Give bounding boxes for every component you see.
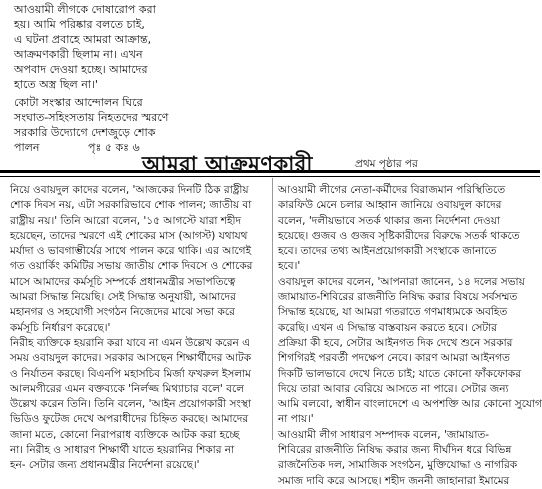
- body-line: সময় ওবায়দুল কাদের। সরকার আসছেন শিক্ষার্থীদের আটক: [10, 352, 252, 365]
- body-line: ও নির্যাতন করছে। বিএনপি মহাসচিব মির্জা ফখরুল ইসলাম: [10, 367, 251, 380]
- body-line: হন- সেটার জন্য প্রধানমন্ত্রীর নির্দেশনা রয়েছে।': [10, 459, 200, 472]
- body-line: নিরীহ ব্যক্তিকে হয়রানি করা যাবে না এমন উল্লেখ করেন এ: [10, 336, 251, 349]
- body-line: না। নিরীহ ও সাধারণ শিক্ষার্থী যাতে হয়রানির শিকার না: [10, 444, 235, 457]
- body-line: জানা মতে, কোনো নিরাপরাধ ব্যক্তিকে আটক করা হচ্ছে: [10, 428, 240, 441]
- body-line: আলমগীরের এমন বক্তব্যকে 'নির্লজ্জ মিথ্যাচার বলে' বলে: [10, 382, 245, 395]
- body-line: দিয়ে তারা আবার বেরিয়ে আসতে না পারে। সেটার জন্য: [278, 382, 509, 395]
- body-line: রাজনৈতিক দল, সামাজিক সংগঠন, মুক্তিযোদ্ধা ও নাগরিক: [278, 459, 518, 472]
- body-line: আওয়ামী লীগ সাধারণ সম্পাদক বলেন, 'জামায়াত-: [278, 428, 490, 441]
- body-line: হবে। তাদের তথ্য আইনপ্রয়োগকারী সংস্থাকে জানাতে: [278, 245, 497, 258]
- body-line: হয়েছেন, তাদের স্মরণে এই শোকের মাস (আগস্ট) যথাযথ: [10, 229, 248, 242]
- body-line: হয়েছে। গুজব ও গুজব সৃষ্টিকারীদের বিরুদ্ধে সতর্ক থাকতে: [278, 229, 520, 242]
- top-line: হাতে অস্ত্র ছিল না।': [14, 78, 98, 91]
- body-line: নিয়ে ওবায়দুল কাদের বলেন, 'আজকের দিনটি ঠিক রাষ্ট্রীয়: [10, 184, 249, 196]
- body-line: শোক দিবস নয়, এটা সরকারিভাবে শোক পালন; জাতীয় বা: [10, 199, 252, 212]
- continued-from-label: প্রথম পৃষ্ঠার পর: [355, 158, 418, 170]
- top-line: হয়। আমি পরিষ্কার বলতে চাই,: [14, 18, 145, 31]
- body-line: শিবিরের রাজনীতি নিষিদ্ধ করার জন্য দীর্ঘদিন ধরে বিভিন্ন: [278, 444, 512, 457]
- top-line: এ ঘটনা প্রবাহে আমরা আক্রান্ত,: [14, 33, 152, 46]
- top-line: পালন: [14, 141, 40, 154]
- headline: আমরা আক্রমণকারী: [142, 152, 313, 176]
- body-line: কারফিউ মেনে চলার আহ্বান জানিয়ে ওবায়দুল কাদের: [278, 199, 502, 212]
- body-line: কর্মসূচি নির্ধারণ করেছে।': [10, 321, 111, 334]
- body-line: শিগগিরই পরবর্তী পদক্ষেপ নেবে। কারণ আমরা আইনগত: [278, 352, 510, 365]
- body-line: প্রক্রিয়া কী হবে, সেটার আইনগত দিক দেখে শুনে সরকার: [278, 336, 513, 349]
- body-line: করেছি। এখন এ সিদ্ধান্ত বাস্তবায়ন করতে হবে। সেটার: [278, 321, 497, 334]
- body-line: উল্লেখ করেন তিনি। তিনি বলেন, 'আইন প্রয়োগকারী সংস্থা: [10, 398, 251, 411]
- body-line: ভিডিও ফুটেজ দেখে অপরাধীদের চিহ্নিত করছে। আমাদের: [10, 413, 249, 426]
- body-line: দিকটি ভালভাবে দেখে নিতে চাই; যাতে কোনো ফাঁকফোকর: [278, 367, 522, 380]
- body-line: না পায়।': [278, 413, 314, 426]
- body-line: আওয়ামী লীগের নেতা-কর্মীদের বিরাজমান পরিস্থিতিতে: [278, 184, 506, 196]
- body-line: সিদ্ধান্ত হয়েছে, যা আমরা গতরাতে গণমাধ্যমকে অবহিত: [278, 306, 508, 319]
- body-line: মাসে আমাদের কর্মসূচি সম্পর্কে প্রধানমন্ত্রীর সভাপতিত্বে: [10, 275, 236, 288]
- body-line: ওবায়দুল কাদের বলেন, 'আপনারা জানেন, ১৪ দলের সভায়: [278, 275, 525, 288]
- top-line: সরকারি উদ্যোগে দেশজুড়ে শোক: [14, 126, 156, 139]
- top-line: অপবাদ দেওয়া হচ্ছে। আমাদের: [14, 63, 148, 76]
- right-column: [278, 183, 540, 489]
- top-line: আওয়ামী লীগকে দোষারোপ করা: [14, 3, 156, 16]
- body-line: মর্যাদা ও ভাবগাম্ভীর্যের সাথে পালন করে থাকি। এর আগেই: [10, 245, 252, 258]
- left-column: [10, 183, 272, 474]
- top-line: আক্রমণকারী ছিলাম না। এখন: [14, 48, 143, 61]
- page-reference: পৃঃ ৫ কঃ ৬: [88, 141, 140, 154]
- top-line: সংঘাত-সহিংসতায় নিহতদের স্মরণে: [14, 111, 169, 124]
- body-line: আমরা সিদ্ধান্ত নিয়েছি। সেই সিদ্ধান্ত অনুযায়ী, আমাদের: [10, 291, 236, 304]
- body-line: হবে।': [278, 260, 301, 273]
- body-line: মহানগর ও সহযোগী সংগঠন নিজেদের মাঝে সভা করে: [10, 306, 235, 319]
- body-line: বলেন, 'দলীয়ভাবে সতর্ক থাকার জন্য নির্দেশনা দেওয়া: [278, 214, 501, 227]
- body-line: গত ওয়ার্কিং কমিটির সভায় জাতীয় শোক দিবসে ও শোকের: [10, 260, 253, 273]
- body-line: রাষ্ট্রীয় নয়।' তিনি আরো বলেন, '১৫ আগস্টে যারা শহীদ: [10, 214, 241, 227]
- top-line: কোটা সংস্কার আন্দোলন ঘিরে: [14, 96, 143, 109]
- body-line: সমাজ দাবি করে আসছে। শহীদ জননী জাহানারা ইমামের: [278, 474, 510, 487]
- column-divider: [272, 178, 273, 440]
- body-line: জামায়াত-শিবিরের রাজনীতি নিষিদ্ধ করার বিষয়ে সর্বসম্মত: [278, 291, 518, 304]
- body-line: আমি বলবো, স্বাধীন বাংলাদেশে এ অপশক্তি আর কোনো সুযোগ: [278, 398, 542, 411]
